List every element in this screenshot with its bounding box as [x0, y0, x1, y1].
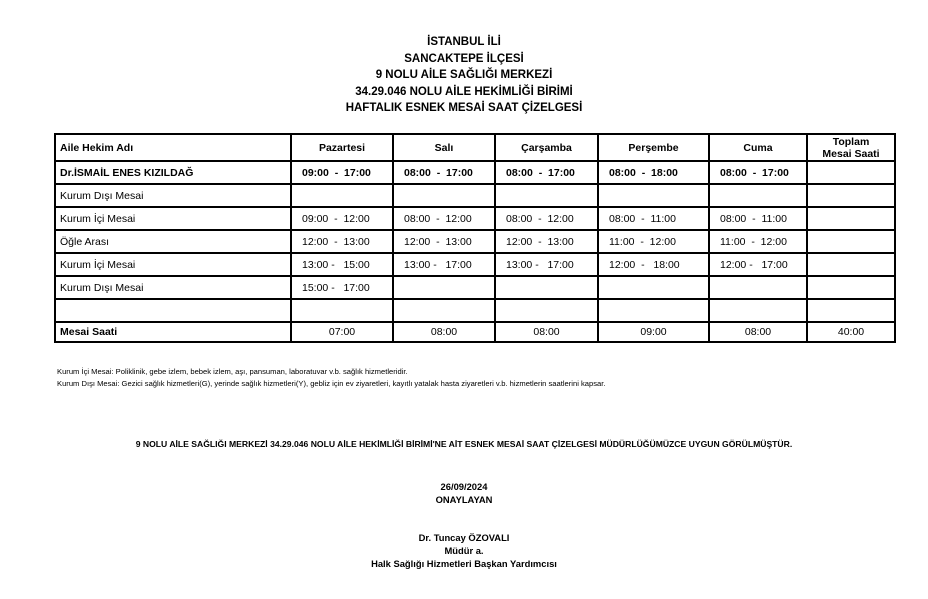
time-cell	[709, 276, 807, 299]
notes	[57, 366, 605, 390]
table-row	[55, 184, 895, 207]
time-cell	[393, 276, 495, 299]
time-cell	[291, 184, 393, 207]
time-cell: 08:00 - 17:00	[709, 161, 807, 184]
document-header	[0, 34, 928, 117]
column-header-day: Salı	[393, 134, 495, 161]
note-internal-hours: Kurum İçi Mesai: Poliklinik, gebe izlem, bebek izlem, aşı, pansuman, laboratuvar v.b. sağlık hizmetleridir.	[57, 367, 408, 376]
daily-hours-cell: 08:00	[393, 322, 495, 342]
total-header-line-2: Mesai Saati	[822, 147, 880, 160]
time-cell	[598, 184, 709, 207]
time-cell: 09:00 - 12:00	[291, 207, 393, 230]
column-header-physician: Aile Hekim Adı	[55, 134, 291, 161]
time-cell	[598, 299, 709, 322]
header-document-title: HAFTALIK ESNEK MESAİ SAAT ÇİZELGESİ	[345, 102, 583, 114]
time-cell	[598, 276, 709, 299]
table-row	[55, 299, 895, 322]
approval-date: 26/09/2024	[440, 481, 488, 492]
column-header-day: Cuma	[709, 134, 807, 161]
time-cell: 12:00 - 18:00	[598, 253, 709, 276]
time-cell	[495, 184, 598, 207]
time-cell: 11:00 - 12:00	[598, 230, 709, 253]
approval-block	[0, 480, 928, 506]
row-label: Kurum İçi Mesai	[55, 253, 291, 276]
time-cell	[495, 276, 598, 299]
total-cell	[807, 230, 895, 253]
column-header-day: Çarşamba	[495, 134, 598, 161]
time-cell	[393, 299, 495, 322]
row-label: Kurum Dışı Mesai	[55, 276, 291, 299]
column-header-total	[807, 134, 895, 161]
total-cell	[807, 276, 895, 299]
time-cell: 08:00 - 12:00	[393, 207, 495, 230]
signer-role: Müdür a.	[444, 545, 484, 556]
row-label: Dr.İSMAİL ENES KIZILDAĞ	[55, 161, 291, 184]
time-cell: 13:00 - 17:00	[393, 253, 495, 276]
time-cell: 13:00 - 15:00	[291, 253, 393, 276]
total-row	[55, 322, 895, 342]
weekly-total-cell: 40:00	[807, 322, 895, 342]
row-label	[55, 299, 291, 322]
total-header-line-1: Toplam	[832, 135, 870, 148]
time-cell	[291, 299, 393, 322]
row-label: Kurum İçi Mesai	[55, 207, 291, 230]
time-cell	[709, 299, 807, 322]
time-cell: 08:00 - 12:00	[495, 207, 598, 230]
time-cell: 13:00 - 17:00	[495, 253, 598, 276]
time-cell	[709, 184, 807, 207]
column-header-day: Pazartesi	[291, 134, 393, 161]
table-row	[55, 161, 895, 184]
daily-hours-cell: 09:00	[598, 322, 709, 342]
signer-title: Halk Sağlığı Hizmetleri Başkan Yardımcısı	[371, 558, 557, 569]
daily-hours-cell: 08:00	[709, 322, 807, 342]
time-cell: 08:00 - 11:00	[598, 207, 709, 230]
time-cell: 12:00 - 13:00	[393, 230, 495, 253]
row-label: Kurum Dışı Mesai	[55, 184, 291, 207]
total-cell	[807, 207, 895, 230]
signer-name: Dr. Tuncay ÖZOVALI	[418, 532, 510, 543]
column-header-day: Perşembe	[598, 134, 709, 161]
row-label: Öğle Arası	[55, 230, 291, 253]
total-row-label: Mesai Saati	[55, 322, 291, 342]
table-header-row	[55, 134, 895, 161]
daily-hours-cell: 08:00	[495, 322, 598, 342]
time-cell	[393, 184, 495, 207]
approval-statement: 9 NOLU AİLE SAĞLIĞI MERKEZİ 34.29.046 NOLU AİLE HEKİMLİĞİ BİRİMİ'NE AİT ESNEK MESAİ SAAT ÇİZELGESİ MÜDÜRLÜĞÜMÜZCE UYGUN GÖRÜLMÜŞTÜR.	[135, 439, 793, 449]
daily-hours-cell: 07:00	[291, 322, 393, 342]
total-cell	[807, 253, 895, 276]
time-cell: 08:00 - 17:00	[495, 161, 598, 184]
approval-label: ONAYLAYAN	[435, 494, 493, 505]
total-cell	[807, 161, 895, 184]
header-province: İSTANBUL İLİ	[427, 36, 501, 48]
time-cell	[495, 299, 598, 322]
table-row	[55, 207, 895, 230]
total-cell	[807, 184, 895, 207]
table-row	[55, 230, 895, 253]
schedule-table	[54, 133, 896, 343]
time-cell: 08:00 - 11:00	[709, 207, 807, 230]
note-external-hours: Kurum Dışı Mesai: Gezici sağlık hizmetleri(G), yerinde sağlık hizmetleri(Y), gebliz için ev ziyaretleri, kayıtlı yatalak hasta ziyaretleri v.b. hizmetlerin saatlerini kapsar.	[57, 379, 606, 388]
time-cell: 08:00 - 18:00	[598, 161, 709, 184]
time-cell: 12:00 - 13:00	[291, 230, 393, 253]
header-health-center: 9 NOLU AİLE SAĞLIĞI MERKEZİ	[375, 69, 553, 81]
header-unit: 34.29.046 NOLU AİLE HEKİMLİĞİ BİRİMİ	[355, 85, 573, 98]
total-cell	[807, 299, 895, 322]
time-cell: 12:00 - 13:00	[495, 230, 598, 253]
time-cell: 15:00 - 17:00	[291, 276, 393, 299]
time-cell: 11:00 - 12:00	[709, 230, 807, 253]
time-cell: 12:00 - 17:00	[709, 253, 807, 276]
table-row	[55, 276, 895, 299]
signature-block	[0, 531, 928, 570]
time-cell: 08:00 - 17:00	[393, 161, 495, 184]
table-row	[55, 253, 895, 276]
time-cell: 09:00 - 17:00	[291, 161, 393, 184]
header-district: SANCAKTEPE İLÇESİ	[404, 52, 524, 65]
